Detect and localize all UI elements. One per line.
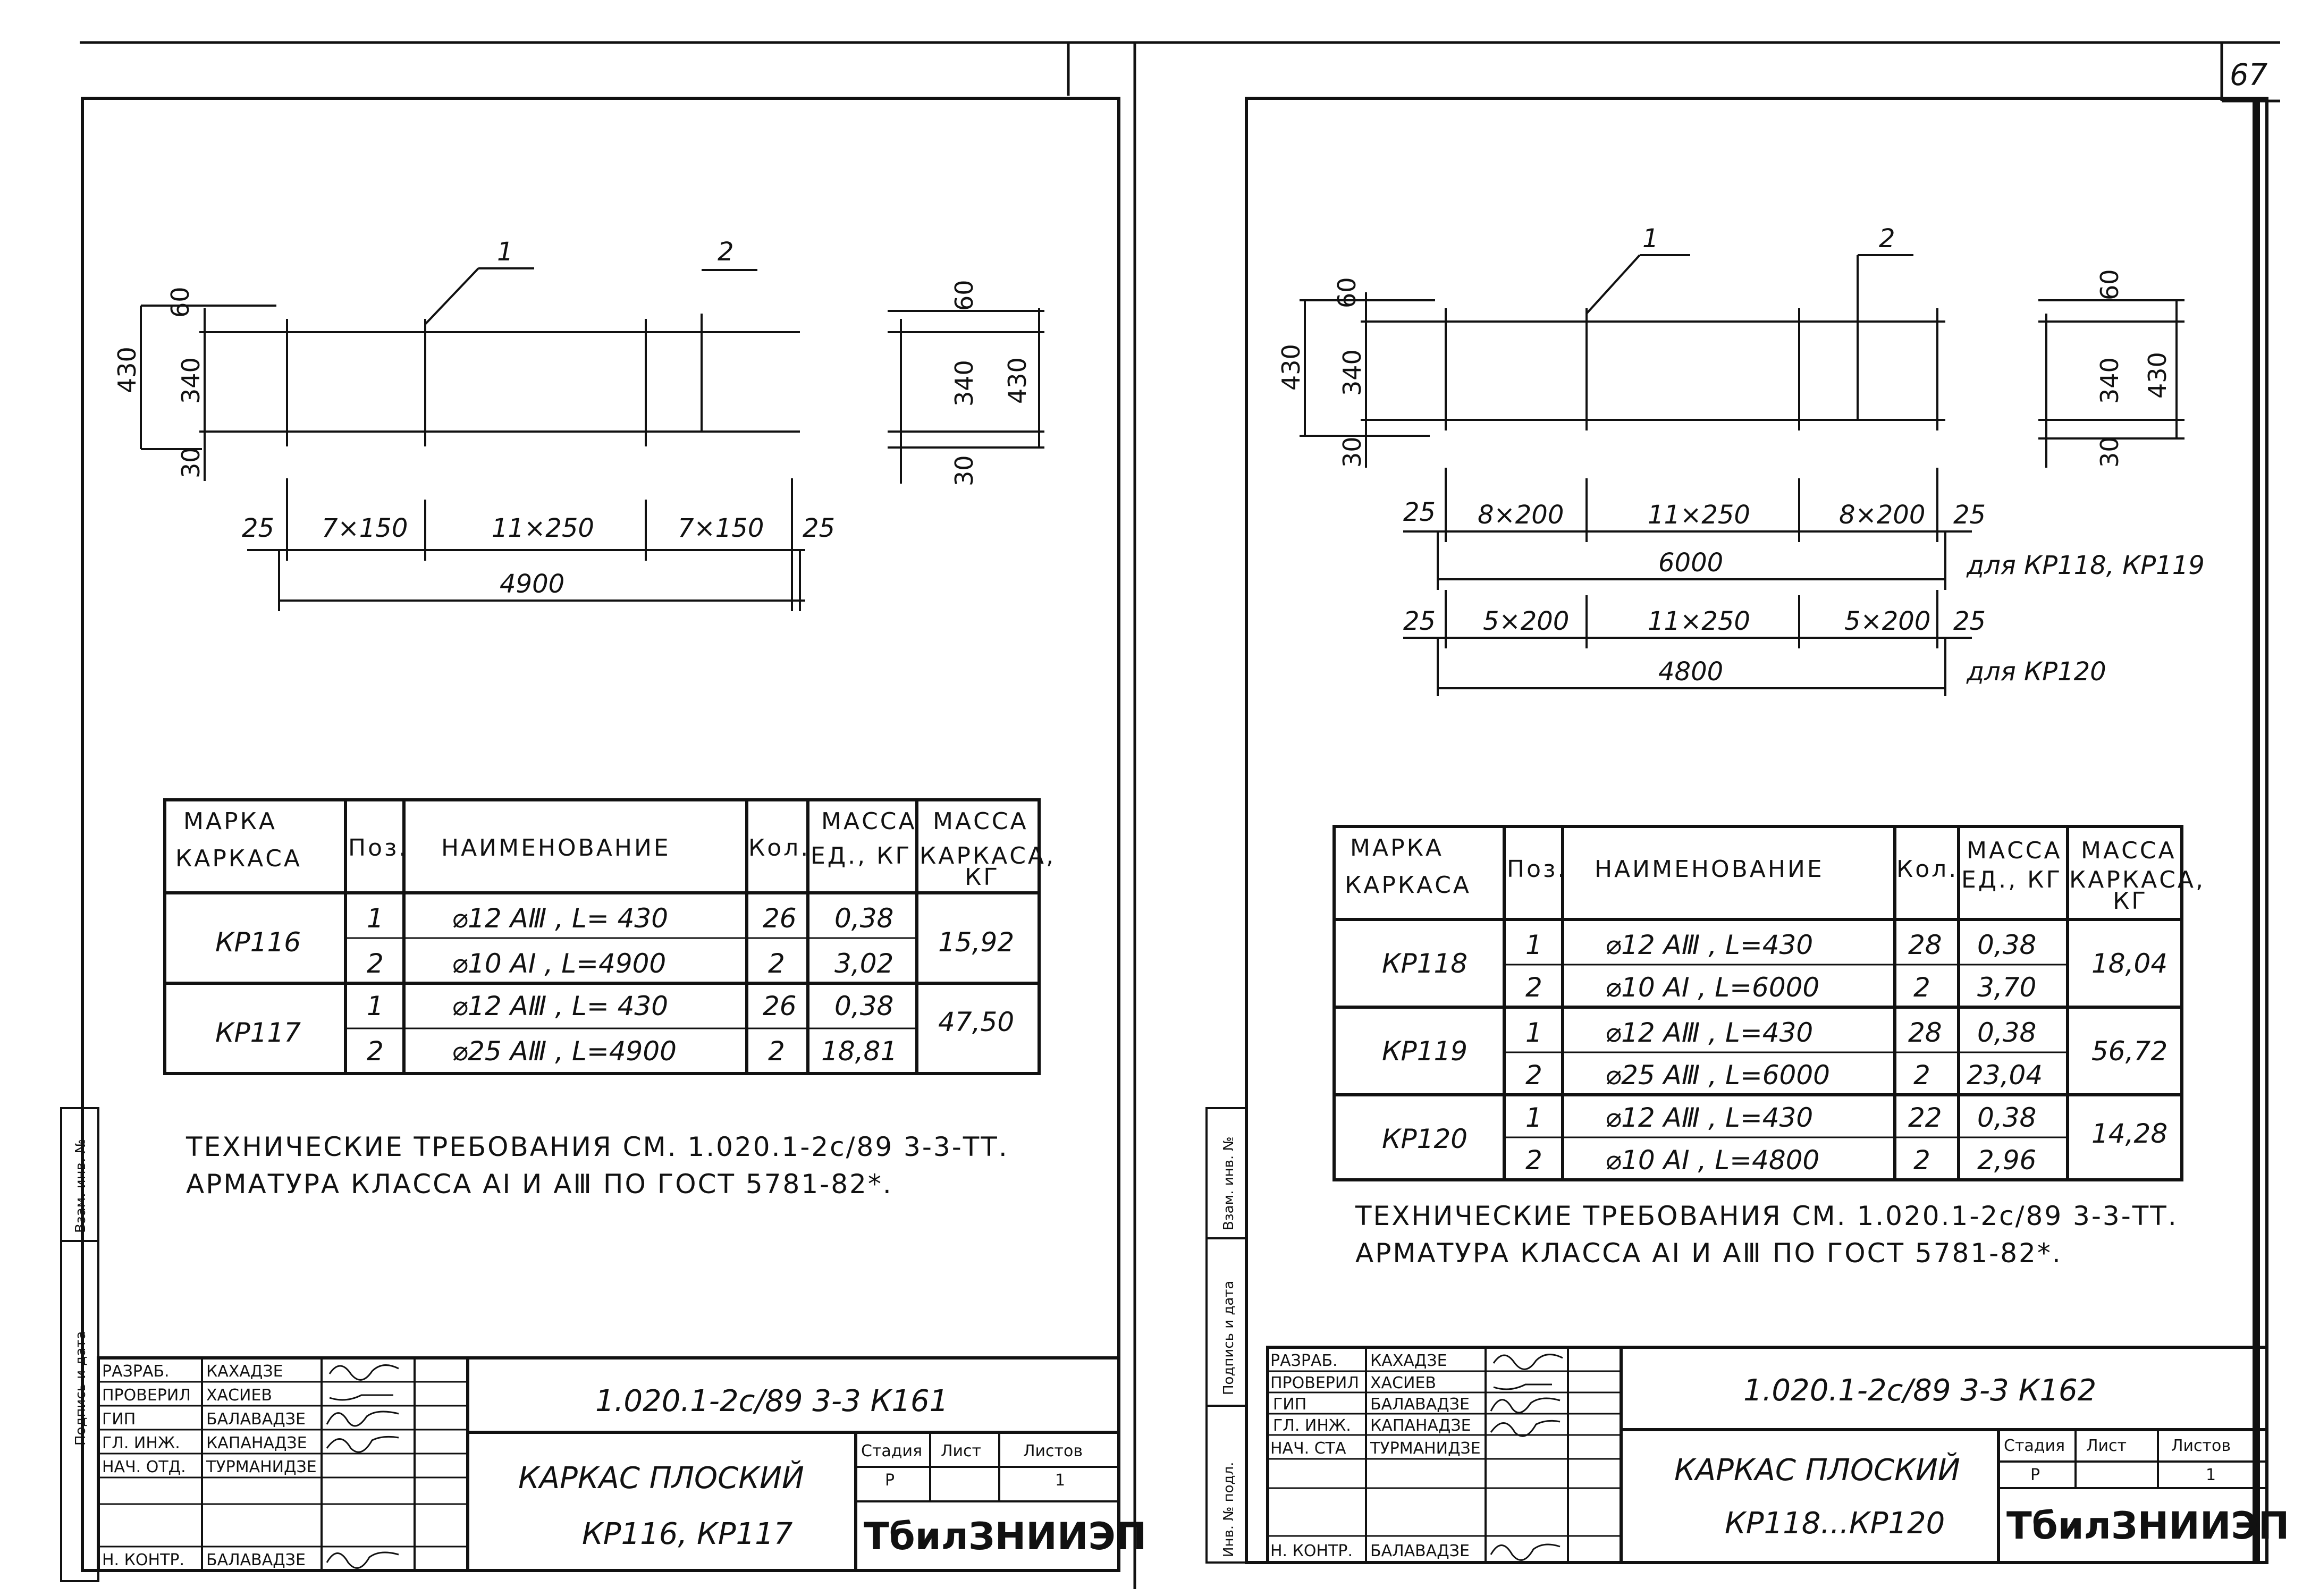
row-qty: 2 [1913, 1060, 1930, 1091]
tb-sheet-label: Лист [941, 1442, 982, 1460]
tb-name: БАЛАВАДЗЕ [1370, 1542, 1470, 1560]
tb-name: БАЛАВАДЗЕ [206, 1551, 306, 1569]
th-total-3: КГ [965, 864, 1000, 891]
row-name: ⌀12 AⅢ , L= 430 [452, 903, 669, 934]
page-number: 67 [2230, 58, 2268, 92]
th-pos: Поз. [348, 834, 409, 862]
note-1: ТЕХНИЧЕСКИЕ ТРЕБОВАНИЯ СМ. 1.020.1-2с/89 3-3-ТТ. [186, 1131, 1009, 1162]
tb-sheets-label: Листов [2171, 1437, 2231, 1455]
row-qty: 2 [1913, 972, 1930, 1003]
tb-sheets: 1 [1055, 1471, 1066, 1490]
row-qty: 22 [1908, 1102, 1942, 1133]
left-sheet [61, 98, 1146, 1581]
tb-name: ХАСИЕВ [206, 1386, 272, 1405]
dim-total1: 6000 [1658, 548, 1724, 578]
row-name: ⌀12 AⅢ , L=430 [1605, 1102, 1814, 1133]
row-pos: 2 [367, 948, 384, 979]
th-mark-2: КАРКАСА [1345, 872, 1472, 899]
dim-row1: 25 [1953, 500, 1986, 530]
th-mass-1: МАССА [821, 808, 917, 835]
row-qty: 2 [1913, 1145, 1930, 1176]
th-name: НАИМЕНОВАНИЕ [441, 834, 671, 862]
tb-name: ХАСИЕВ [1370, 1374, 1436, 1392]
total-kr117: 47,50 [938, 1007, 1015, 1037]
callout-1: 1 [1642, 224, 1659, 254]
th-total-1: МАССА [2081, 837, 2177, 864]
tb-role: ГЛ. ИНЖ. [1273, 1416, 1351, 1435]
row-pos: 1 [1525, 1017, 1542, 1048]
row-name: ⌀25 AⅢ , L=6000 [1605, 1060, 1830, 1091]
mark-kr117: КР117 [215, 1017, 301, 1048]
th-total-2: КАРКАСА, [920, 842, 1056, 869]
signatures [1491, 1355, 1563, 1560]
tb-stage: Р [2030, 1466, 2040, 1484]
dim-bottom-left: 30 [1338, 436, 1367, 468]
tb-name: КАПАНАДЗЕ [206, 1434, 307, 1453]
dim-note1: для КР118, КР119 [1967, 551, 2205, 580]
tb-role: НАЧ. СТА [1270, 1439, 1346, 1458]
tb-sheets-label: Листов [1023, 1442, 1083, 1460]
dim-bottom-left: 30 [176, 447, 205, 478]
dim-top-left: 60 [166, 286, 195, 318]
row-name: ⌀10 AⅠ , L=4800 [1605, 1145, 1820, 1176]
th-mark-1: МАРКА [1350, 834, 1444, 862]
row-mass: 2,96 [1977, 1145, 2037, 1176]
dim-row1: 8×200 [1478, 500, 1564, 530]
dim-row2: 11×250 [1648, 606, 1750, 636]
row-pos: 1 [1525, 930, 1542, 960]
dim-bottom-2: 11×250 [492, 513, 594, 543]
dim-total-right: 430 [2143, 352, 2172, 399]
note-2: АРМАТУРА КЛАССА AⅠ И AⅢ ПО ГОСТ 5781-82*. [1355, 1238, 2062, 1269]
dim-mid-left: 340 [1338, 349, 1367, 396]
right-spec-table [1334, 826, 2205, 1180]
dim-bottom-right: 30 [2095, 436, 2124, 468]
th-mass-2: ЕД., КГ [811, 842, 912, 869]
tb-title-2: КР116, КР117 [582, 1517, 793, 1551]
left-frame-drawing [141, 268, 1044, 611]
tb-code: 1.020.1-2с/89 3-3 К161 [595, 1384, 949, 1418]
left-spec-table [165, 800, 1056, 1074]
dim-total-left: 430 [113, 347, 141, 393]
mark-kr120: КР120 [1382, 1124, 1468, 1154]
tb-stage-label: Стадия [2004, 1437, 2065, 1455]
row-name: ⌀12 AⅢ , L= 430 [452, 991, 669, 1021]
tb-name: БАЛАВАДЗЕ [206, 1410, 306, 1429]
callout-1: 1 [497, 237, 513, 267]
dim-row2: 5×200 [1483, 606, 1570, 636]
row-mass: 23,04 [1967, 1060, 2043, 1091]
note-2: АРМАТУРА КЛАССА AⅠ И AⅢ ПО ГОСТ 5781-82*. [186, 1169, 893, 1200]
mark-kr119: КР119 [1382, 1036, 1468, 1067]
dim-bottom-0: 25 [242, 513, 275, 543]
side-label: Взам. инв. № [73, 1139, 89, 1233]
dim-note2: для КР120 [1967, 657, 2106, 687]
dim-mid-right: 340 [950, 360, 979, 407]
row-mass: 0,38 [834, 991, 894, 1021]
th-mass-2: ЕД., КГ [1961, 866, 2063, 893]
tb-name: КАХАДЗЕ [1370, 1352, 1447, 1370]
row-mass: 0,38 [1977, 1102, 2037, 1133]
dim-total-length: 4900 [500, 569, 565, 599]
side-label: Взам. инв. № [1221, 1136, 1237, 1230]
dim-bottom-right: 30 [950, 455, 979, 486]
tb-role: ГЛ. ИНЖ. [102, 1434, 180, 1453]
row-mass: 18,81 [821, 1036, 898, 1067]
tb-name: КАПАНАДЗЕ [1370, 1416, 1471, 1435]
tb-stage: Р [885, 1471, 895, 1490]
tb-org: ТбилЗНИИЭП [2006, 1504, 2290, 1548]
dim-total-left: 430 [1277, 344, 1305, 391]
total-kr116: 15,92 [938, 927, 1015, 958]
th-name: НАИМЕНОВАНИЕ [1595, 856, 1824, 883]
callout-2: 2 [1879, 224, 1895, 254]
tb-sheets: 1 [2206, 1466, 2216, 1484]
row-mass: 0,38 [1977, 930, 2037, 960]
row-mass: 3,02 [834, 948, 894, 979]
tb-role: РАЗРАБ. [1270, 1352, 1338, 1370]
row-qty: 28 [1908, 930, 1942, 960]
tb-org: ТбилЗНИИЭП [864, 1515, 1147, 1558]
dim-row2: 25 [1403, 606, 1436, 636]
tb-name: КАХАДЗЕ [206, 1362, 283, 1381]
th-qty: Кол. [1896, 856, 1959, 883]
th-qty: Кол. [748, 834, 811, 862]
dim-total2: 4800 [1658, 657, 1724, 687]
row-qty: 26 [763, 991, 797, 1021]
row-name: ⌀25 AⅢ , L=4900 [452, 1036, 677, 1067]
row-mass: 0,38 [834, 903, 894, 934]
dim-bottom-4: 25 [803, 513, 836, 543]
row-mass: 0,38 [1977, 1017, 2037, 1048]
row-pos: 2 [367, 1036, 384, 1067]
tb-role: РАЗРАБ. [102, 1362, 170, 1381]
dim-total-right: 430 [1003, 357, 1032, 404]
row-qty: 28 [1908, 1017, 1942, 1048]
tb-code: 1.020.1-2с/89 3-3 К162 [1743, 1373, 2097, 1408]
tb-name: БАЛАВАДЗЕ [1370, 1395, 1470, 1414]
th-mark-2: КАРКАСА [175, 845, 302, 872]
tb-name: ТУРМАНИДЗЕ [206, 1458, 317, 1476]
row-name: ⌀12 AⅢ , L=430 [1605, 930, 1814, 960]
row-pos: 2 [1525, 972, 1542, 1003]
tb-role: ГИП [102, 1410, 136, 1429]
mark-kr118: КР118 [1382, 948, 1468, 979]
dim-top-left: 60 [1332, 277, 1361, 308]
row-name: ⌀10 AⅠ , L=4900 [452, 948, 667, 979]
dim-row1: 8×200 [1839, 500, 1926, 530]
tb-title-1: КАРКАС ПЛОСКИЙ [1674, 1453, 1960, 1488]
side-label: Подпись и дата [1221, 1280, 1237, 1395]
th-total-3: КГ [2113, 888, 2148, 915]
dim-row2: 5×200 [1844, 606, 1931, 636]
dim-top-right: 60 [950, 280, 979, 311]
th-total-2: КАРКАСА, [2069, 866, 2206, 893]
row-mass: 3,70 [1977, 972, 2037, 1003]
tb-stage-label: Стадия [861, 1442, 923, 1460]
dim-row1: 25 [1403, 497, 1436, 527]
row-pos: 1 [367, 903, 384, 934]
total-kr118: 18,04 [2091, 948, 2168, 979]
tb-title-1: КАРКАС ПЛОСКИЙ [518, 1461, 804, 1496]
side-label: Подпись и дата [73, 1331, 89, 1446]
dim-bottom-1: 7×150 [322, 513, 408, 543]
th-pos: Поз. [1507, 856, 1567, 883]
tb-name: ТУРМАНИДЗЕ [1370, 1439, 1481, 1458]
tb-role: Н. КОНТР. [102, 1551, 185, 1569]
row-pos: 1 [367, 991, 384, 1021]
dim-row1: 11×250 [1648, 500, 1750, 530]
row-qty: 26 [763, 903, 797, 934]
side-label: Инв. № подл. [1221, 1462, 1237, 1557]
dim-bottom-3: 7×150 [678, 513, 764, 543]
dim-top-right: 60 [2095, 269, 2124, 300]
signatures [327, 1365, 399, 1568]
tb-role: ПРОВЕРИЛ [102, 1386, 191, 1405]
tb-sheet-label: Лист [2086, 1437, 2127, 1455]
tb-role: Н. КОНТР. [1270, 1542, 1353, 1560]
row-pos: 2 [1525, 1060, 1542, 1091]
row-qty: 2 [768, 948, 785, 979]
total-kr120: 14,28 [2091, 1118, 2168, 1149]
th-mass-1: МАССА [1967, 837, 2062, 864]
row-pos: 2 [1525, 1145, 1542, 1176]
tb-role: ПРОВЕРИЛ [1270, 1374, 1359, 1392]
row-name: ⌀12 AⅢ , L=430 [1605, 1017, 1814, 1048]
note-1: ТЕХНИЧЕСКИЕ ТРЕБОВАНИЯ СМ. 1.020.1-2с/89 3-3-ТТ. [1355, 1201, 2178, 1231]
dim-mid-left: 340 [176, 357, 205, 404]
row-qty: 2 [768, 1036, 785, 1067]
row-pos: 1 [1525, 1102, 1542, 1133]
tb-role: ГИП [1273, 1395, 1307, 1414]
row-name: ⌀10 AⅠ , L=6000 [1605, 972, 1820, 1003]
dim-mid-right: 340 [2095, 357, 2124, 404]
mark-kr116: КР116 [215, 927, 301, 958]
th-mark-1: МАРКА [183, 808, 277, 835]
total-kr119: 56,72 [2091, 1036, 2168, 1067]
tb-role: НАЧ. ОТД. [102, 1458, 186, 1476]
th-total-1: МАССА [933, 808, 1028, 835]
tb-title-2: КР118...КР120 [1725, 1506, 1945, 1541]
callout-2: 2 [718, 237, 734, 267]
right-sheet [1207, 98, 2289, 1563]
dim-row2: 25 [1953, 606, 1986, 636]
